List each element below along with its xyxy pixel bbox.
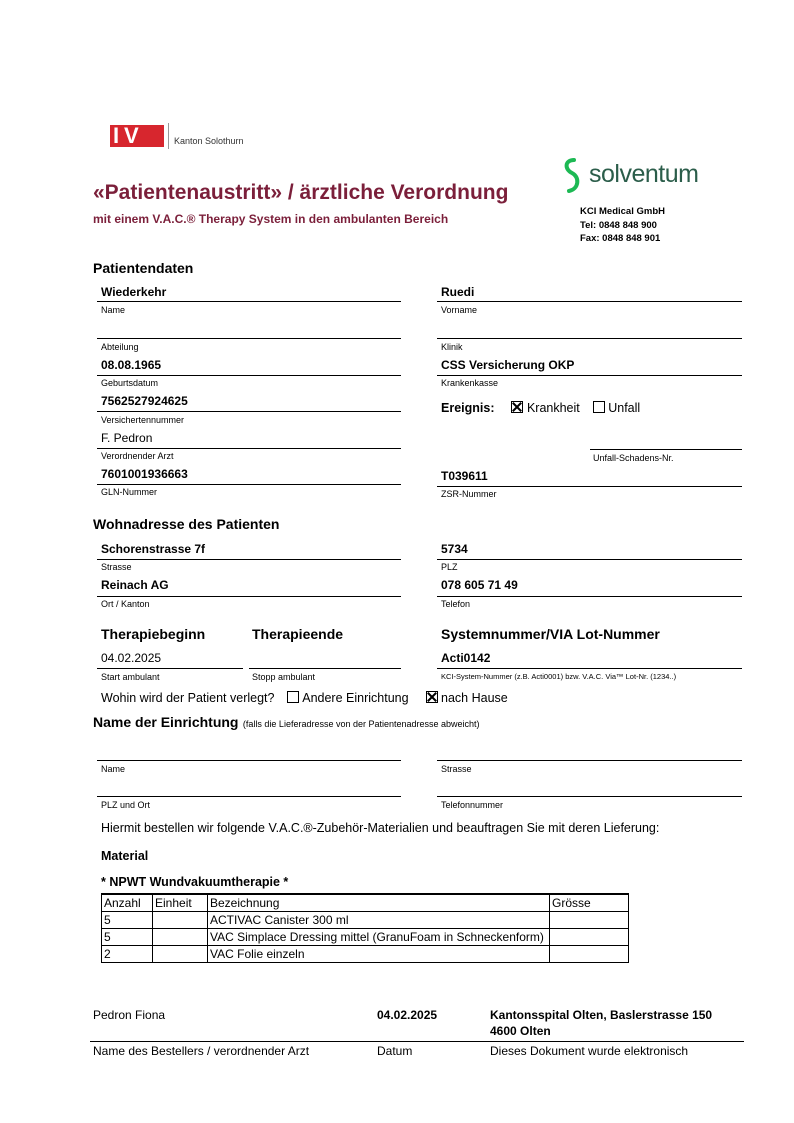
start-ambulant-value[interactable]: 04.02.2025 <box>101 651 162 665</box>
versichertennummer-value[interactable]: 7562527924625 <box>101 394 188 408</box>
npwt-title: * NPWT Wundvakuumtherapie * <box>101 875 289 889</box>
spital-line1: Kantonsspital Olten, Baslerstrasse 150 <box>490 1008 713 1022</box>
divider <box>249 668 401 669</box>
zsr-value[interactable]: T039611 <box>441 469 488 483</box>
arzt-label: Verordnender Arzt <box>101 451 174 461</box>
einrichtung-name-field[interactable] <box>97 760 401 761</box>
footer-divider <box>90 1041 744 1042</box>
divider <box>437 559 742 560</box>
strasse-label: Strasse <box>101 562 132 572</box>
krankheit-checkbox[interactable] <box>511 401 523 413</box>
page-title: «Patientenaustritt» / ärztliche Verordnung <box>93 181 509 204</box>
krankenkasse-value[interactable]: CSS Versicherung OKP <box>441 358 575 372</box>
divider <box>97 338 401 339</box>
therapieende-title: Therapieende <box>252 626 344 642</box>
systemnummer-label: KCI-System-Nummer (z.B. Acti0001) bzw. V.A.C. Via™ Lot-Nr. (1234..) <box>441 672 677 681</box>
plz-value[interactable]: 5734 <box>441 542 468 556</box>
versichertennummer-label: Versichertennummer <box>101 415 185 425</box>
cell-anzahl: 5 <box>102 912 153 929</box>
unfall-label: Unfall <box>608 401 641 415</box>
table-row <box>102 946 629 963</box>
table-header-row <box>102 894 629 912</box>
cell-anzahl: 5 <box>102 929 153 946</box>
canton-name: Kanton Solothurn <box>174 136 244 146</box>
order-intro: Hiermit bestellen wir folgende V.A.C.®-Zubehör-Materialien und beauftragen Sie mit deren Lieferung: <box>101 821 660 835</box>
cell-bezeichnung: VAC Simplace Dressing mittel (GranuFoam in Schneckenform) <box>208 929 550 946</box>
table-row <box>102 912 629 929</box>
divider <box>97 375 401 376</box>
col-groesse: Grösse <box>550 894 629 912</box>
systemnummer-value[interactable]: Acti0142 <box>441 651 491 665</box>
klinik-label: Klinik <box>441 342 463 352</box>
divider <box>97 411 401 412</box>
material-title: Material <box>101 849 149 863</box>
zsr-label: ZSR-Nummer <box>441 489 497 499</box>
einrichtung-heading <box>93 714 480 732</box>
cell-einheit <box>153 929 208 946</box>
geburtsdatum-value[interactable]: 08.08.1965 <box>101 358 162 372</box>
datum-label: Datum <box>377 1044 413 1058</box>
krankenkasse-label: Krankenkasse <box>441 378 499 388</box>
ort-label: Ort / Kanton <box>101 599 150 609</box>
andere-einrichtung-checkbox[interactable] <box>287 691 299 703</box>
company-name: KCI Medical GmbH <box>580 206 665 217</box>
stopp-ambulant-label: Stopp ambulant <box>252 672 316 682</box>
divider <box>97 668 243 669</box>
section-wohnadresse: Wohnadresse des Patienten <box>93 516 280 532</box>
patient-vorname-value[interactable]: Ruedi <box>441 285 475 299</box>
cell-groesse <box>550 929 629 946</box>
page-subtitle: mit einem V.A.C.® Therapy System in den ambulanten Bereich <box>93 212 449 226</box>
divider <box>97 559 401 560</box>
verlegt-group <box>101 691 508 705</box>
ereignis-label: Ereignis: <box>441 401 495 415</box>
einrichtung-telefon-label: Telefonnummer <box>441 800 504 810</box>
solventum-logo-icon <box>559 157 585 195</box>
ereignis-group <box>441 401 640 415</box>
einrichtung-plz-label: PLZ und Ort <box>101 800 151 810</box>
arzt-value[interactable]: F. Pedron <box>101 431 153 445</box>
einrichtung-telefon-field[interactable] <box>437 796 742 797</box>
abteilung-label: Abteilung <box>101 342 139 352</box>
nach-hause-label: nach Hause <box>441 691 508 705</box>
einrichtung-title: Name der Einrichtung <box>93 714 239 730</box>
telefon-value[interactable]: 078 605 71 49 <box>441 578 518 592</box>
logo-divider <box>168 123 169 149</box>
section-patientendaten: Patientendaten <box>93 260 194 276</box>
verlegt-question: Wohin wird der Patient verlegt? <box>101 691 275 705</box>
start-ambulant-label: Start ambulant <box>101 672 160 682</box>
einrichtung-note: (falls die Lieferadresse von der Patientenadresse abweicht) <box>242 719 480 729</box>
unfall-nr-label: Unfall-Schadens-Nr. <box>593 453 674 463</box>
patient-name-value[interactable]: Wiederkehr <box>101 285 167 299</box>
material-table <box>101 893 629 963</box>
company-tel: Tel: 0848 848 900 <box>580 220 657 231</box>
col-anzahl: Anzahl <box>102 894 153 912</box>
einrichtung-strasse-label: Strasse <box>441 764 472 774</box>
divider <box>97 596 401 597</box>
einrichtung-name-label: Name <box>101 764 126 774</box>
spital-line2: 4600 Olten <box>490 1024 551 1038</box>
divider <box>97 448 401 449</box>
strasse-value[interactable]: Schorenstrasse 7f <box>101 542 206 556</box>
besteller-label: Name des Bestellers / verordnender Arzt <box>93 1044 310 1058</box>
canton-logo: I V <box>110 125 164 147</box>
cell-bezeichnung: VAC Folie einzeln <box>208 946 550 963</box>
unfall-checkbox[interactable] <box>593 401 605 413</box>
cell-anzahl: 2 <box>102 946 153 963</box>
doc-note: Dieses Dokument wurde elektronisch <box>490 1044 689 1058</box>
einrichtung-plz-field[interactable] <box>97 796 401 797</box>
besteller-value[interactable]: Pedron Fiona <box>93 1008 166 1022</box>
gln-value[interactable]: 7601001936663 <box>101 467 188 481</box>
divider <box>437 338 742 339</box>
cell-einheit <box>153 912 208 929</box>
cell-bezeichnung: ACTIVAC Canister 300 ml <box>208 912 550 929</box>
systemnummer-title: Systemnummer/VIA Lot-Nummer <box>441 626 660 642</box>
divider <box>437 596 742 597</box>
patient-vorname-label: Vorname <box>441 305 478 315</box>
einrichtung-strasse-field[interactable] <box>437 760 742 761</box>
divider <box>437 486 742 487</box>
col-einheit: Einheit <box>153 894 208 912</box>
divider <box>97 301 401 302</box>
krankheit-label: Krankheit <box>526 401 580 415</box>
nach-hause-checkbox[interactable] <box>426 691 438 703</box>
telefon-label: Telefon <box>441 599 471 609</box>
datum-value[interactable]: 04.02.2025 <box>377 1008 438 1022</box>
plz-label: PLZ <box>441 562 458 572</box>
ort-value[interactable]: Reinach AG <box>101 578 169 592</box>
geburtsdatum-label: Geburtsdatum <box>101 378 159 388</box>
divider <box>437 301 742 302</box>
brand-name: solventum <box>589 160 699 188</box>
divider <box>437 375 742 376</box>
patient-name-label: Name <box>101 305 126 315</box>
company-fax: Fax: 0848 848 901 <box>580 233 661 244</box>
andere-einrichtung-label: Andere Einrichtung <box>302 691 409 705</box>
divider <box>97 484 401 485</box>
gln-label: GLN-Nummer <box>101 487 158 497</box>
col-bezeichnung: Bezeichnung <box>208 894 550 912</box>
cell-groesse <box>550 912 629 929</box>
cell-einheit <box>153 946 208 963</box>
divider <box>437 668 742 669</box>
therapiebeginn-title: Therapiebeginn <box>101 626 206 642</box>
cell-groesse <box>550 946 629 963</box>
table-row <box>102 929 629 946</box>
unfall-nr-field[interactable] <box>590 449 742 450</box>
